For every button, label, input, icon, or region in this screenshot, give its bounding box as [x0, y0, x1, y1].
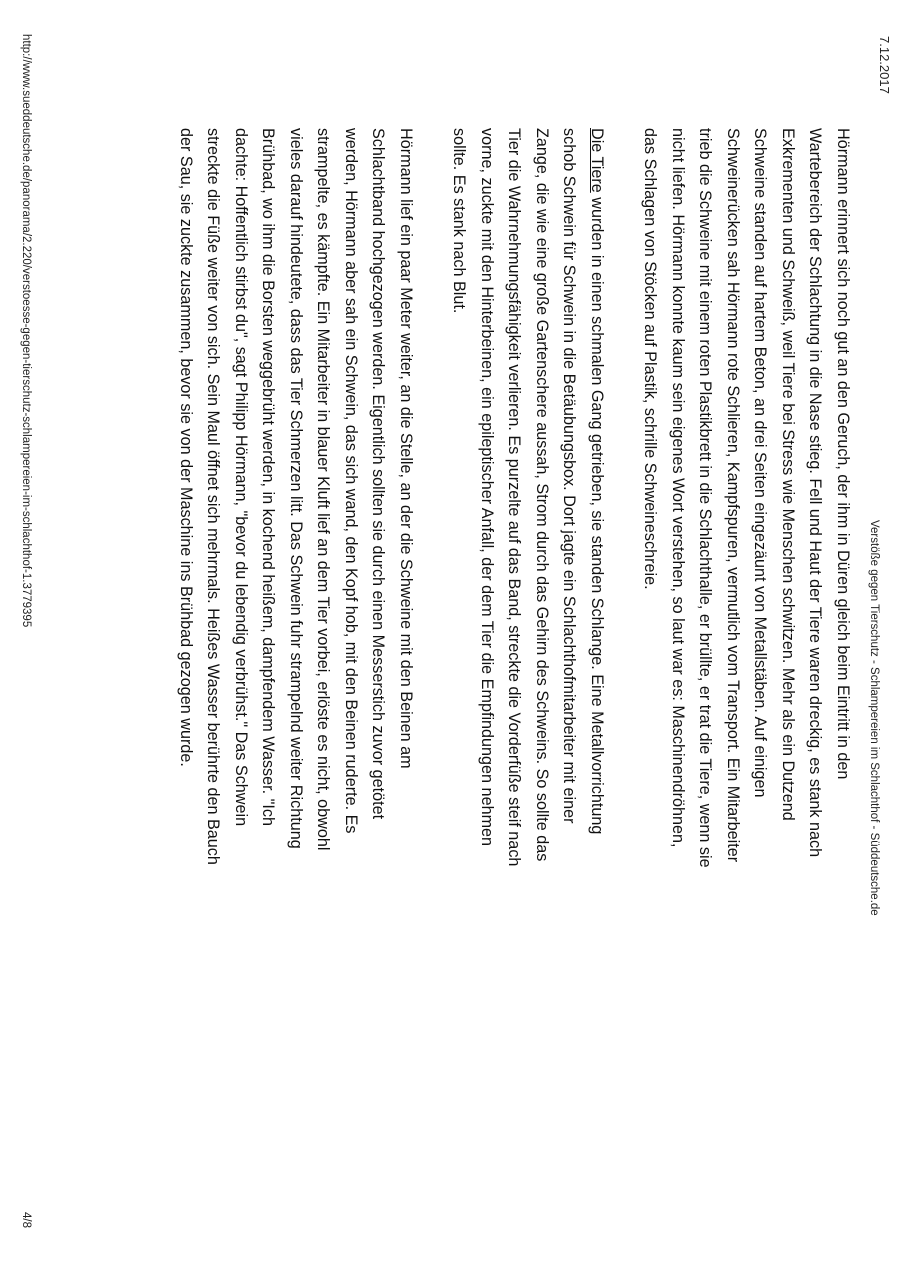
print-date: 7.12.2017	[877, 36, 892, 94]
article-body	[146, 128, 857, 870]
paragraph-2	[445, 128, 610, 870]
tiere-link[interactable]: Die Tiere	[588, 128, 606, 193]
paragraph-3: Hörmann lief ein paar Meter weiter, an die Stelle, an der die Schweine mit den Beinen am Schlachtband hochgezogen werden. Eigentlich sollten sie durch einen Messerstich zuvor getötet werden, Hörmann aber sah ein Schwein, das sich wand, den Kopf hob, mit den Beinen ruderte. Es strampelte, es kämpfte. Ein Mitarbeiter in blauer Kluft lief an dem Tier vorbei, erlöste es nicht, obwohl vieles darauf hindeutete, dass das Tier Schmerzen litt. Das Schwein fuhr strampelnd weiter Richtung Brühbad, wo ihm die Borsten weggebrüht werden, in kochend heißem, dampfendem Wasser. "Ich dachte: Hoffentlich stirbst du", sagt Philipp Hörmann, "bevor du lebendig verbrühst." Das Schwein streckte die Füße weiter von sich. Sein Maul öffnet sich mehrmals. Heißes Wasser berührte den Bauch der Sau, sie zuckte zusammen, bevor sie von der Maschine ins Brühbad gezogen wurde.	[177, 128, 415, 865]
paragraph-2-text: wurden in einen schmalen Gang getrieben, sie standen Schlange. Eine Metallvorrichtung schob Schwein für Schwein in die Betäubungsbox. Dort jagte ein Schlachthofmitarbeiter mit einer Zange, die wie eine große Gartenschere aussah, Strom durch das Gehirn des Schweins. So sollte das Tier die Wahrnehmungsfähigkeit verlieren. Es purzelte auf das Band, streckte die Vorderfüße steif nach vorne, zuckte mit den Hinterbeinen, ein epileptischer Anfall, der dem Tier die Empfindungen nehmen sollte. Es stank nach Blut.	[450, 128, 606, 867]
page-title: Verstöße gegen Tierschutz - Schlampereien im Schlachthof - Süddeutsche.de	[868, 520, 880, 916]
paragraph-1: Hörmann erinnert sich noch gut an den Geruch, der ihm in Düren gleich beim Eintritt in den Wartebereich der Schlachtung in die Nase stieg. Fell und Haut der Tiere waren dreckig, es stank nach Exkrementen und Schweiß, weil Tiere bei Stress wie Menschen schwitzen. Mehr als ein Dutzend Schweine standen auf hartem Beton, an drei Seiten eingezäunt von Metallstäben. Auf einigen Schweinerücken sah Hörmann rote Schlieren, Kampfspuren, vermutlich vom Transport. Ein Mitarbeiter trieb die Schweine mit einem roten Plastikbrett in die Schlachthalle, er brüllte, er trat die Tiere, wenn sie nicht liefen. Hörmann konnte kaum sein eigenes Wort verstehen, so laut war es: Maschinendröhnen, das Schlagen von Stöcken auf Plastik, schrille Schweineschreie.	[641, 128, 852, 868]
source-url: http://www.sueddeutsche.de/panorama/2.220/verstoesse-gegen-tierschutz-schlampereien-im-schlachthof-1.3779395	[20, 34, 32, 628]
page-number: 4/8	[20, 1212, 32, 1228]
